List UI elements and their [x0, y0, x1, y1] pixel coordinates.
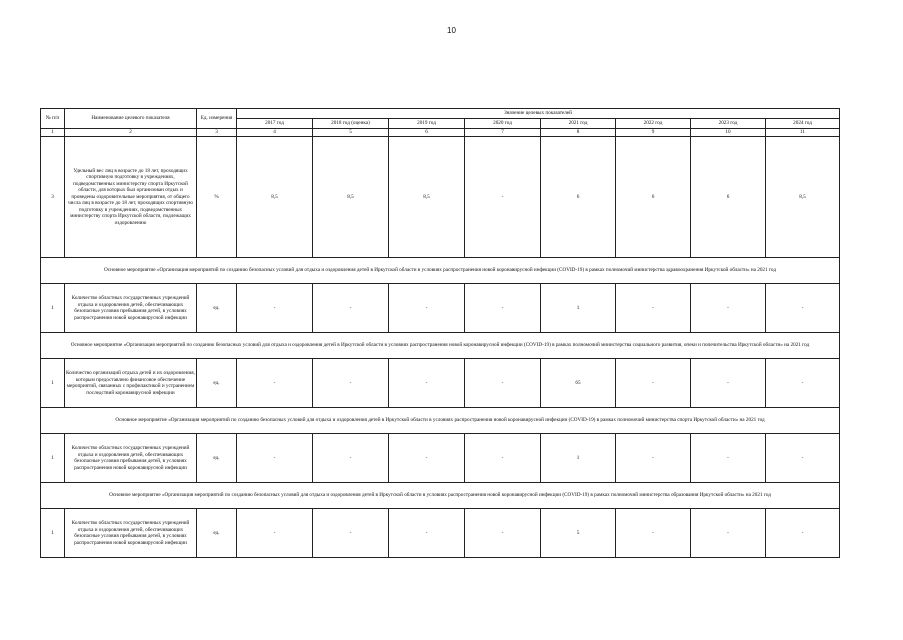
column-number: 8	[541, 129, 616, 137]
value-cell: -	[237, 509, 313, 558]
value-cell: -	[237, 434, 313, 483]
value-cell: 6	[691, 137, 766, 258]
header-year: 2019 год	[389, 119, 465, 129]
indicators-table	[40, 108, 840, 558]
value-cell: -	[389, 434, 465, 483]
row-number: 3	[41, 137, 65, 258]
value-cell: -	[691, 434, 766, 483]
column-number: 4	[237, 129, 313, 137]
value-cell: -	[313, 284, 389, 333]
header-year: 2017 год	[237, 119, 313, 129]
value-cell: -	[766, 359, 840, 408]
value-cell: -	[313, 434, 389, 483]
value-cell: -	[313, 509, 389, 558]
value-cell: -	[691, 359, 766, 408]
row-number: 1	[41, 434, 65, 483]
header-unit: Ед. измерения	[197, 109, 237, 129]
column-number: 10	[691, 129, 766, 137]
value-cell: -	[237, 359, 313, 408]
value-cell: 8,5	[313, 137, 389, 258]
unit-cell: ед.	[197, 509, 237, 558]
table-row	[41, 509, 840, 558]
value-cell: -	[465, 359, 541, 408]
indicator-name: Количество областных государственных учреждений отдыха и оздоровления детей, обеспечивающих безопасные условия пребывания детей, в условиях распространения новой коронавирусной инфекции	[65, 284, 197, 333]
value-cell: -	[313, 359, 389, 408]
value-cell: 1	[541, 434, 616, 483]
page-number: 10	[447, 26, 456, 35]
header-year: 2022 год	[616, 119, 691, 129]
value-cell: -	[616, 359, 691, 408]
unit-cell: ед.	[197, 284, 237, 333]
row-number: 1	[41, 284, 65, 333]
column-number: 5	[313, 129, 389, 137]
section-row	[41, 258, 840, 284]
value-cell: 8,5	[237, 137, 313, 258]
value-cell: -	[389, 284, 465, 333]
column-number: 2	[65, 129, 197, 137]
section-title: Основное мероприятие «Организация мероприятий по созданию безопасных условий для отдыха и оздоровления детей в Иркутской области в условиях распространения новой коронавирусной инфекции (COVID-19) в рамках полномочий министерства образования Иркутской области» на 2021 год	[41, 483, 840, 509]
indicator-name: Удельный вес лиц в возрасте до 18 лет, проходящих спортивную подготовку в учреждениях, подведомственных министерству спорта Иркутской области, для которых был организован отдых и проведены оздоровительные мероприятия, от общего числа лиц в возрасте до 18 лет, проходящих спортивную подготовку в учреждениях, подведомственных министерству спорта Иркутской области, подлежащих оздоровлению	[65, 137, 197, 258]
column-number: 3	[197, 129, 237, 137]
column-numbers-row	[41, 129, 840, 137]
value-cell: 6	[541, 137, 616, 258]
section-title: Основное мероприятие «Организация мероприятий по созданию безопасных условий для отдыха и оздоровления детей в Иркутской области в условиях распространения новой коронавирусной инфекции (COVID-19) в рамках полномочий министерства спорта Иркутской области» на 2021 год	[41, 408, 840, 434]
value-cell: -	[616, 434, 691, 483]
value-cell: 6	[616, 137, 691, 258]
value-cell: 8,5	[766, 137, 840, 258]
section-row	[41, 333, 840, 359]
row-number: 1	[41, 509, 65, 558]
header-num: № п/п	[41, 109, 65, 129]
value-cell: 8,5	[389, 137, 465, 258]
value-cell: -	[465, 434, 541, 483]
unit-cell: ед.	[197, 434, 237, 483]
header-name: Наименование целевого показателя	[65, 109, 197, 129]
value-cell: -	[616, 509, 691, 558]
value-cell: -	[691, 509, 766, 558]
indicator-name: Количество организаций отдыха детей и их оздоровления, которым предоставлено финансовое обеспечение мероприятий, связанных с профилактикой и устранением последствий коронавирусной инфекции	[65, 359, 197, 408]
value-cell: -	[389, 359, 465, 408]
header-values-group: Значение целевых показателей	[237, 109, 840, 119]
value-cell: -	[465, 509, 541, 558]
header-row-1	[41, 109, 840, 119]
unit-cell: ед.	[197, 359, 237, 408]
value-cell: -	[465, 284, 541, 333]
column-number: 6	[389, 129, 465, 137]
header-year: 2021 год	[541, 119, 616, 129]
indicator-name: Количество областных государственных учреждений отдыха и оздоровления детей, обеспечивающих безопасные условия пребывания детей, в условиях распространения новой коронавирусной инфекции	[65, 509, 197, 558]
table-row	[41, 137, 840, 258]
value-cell: 1	[541, 284, 616, 333]
indicator-name: Количество областных государственных учреждений отдыха и оздоровления детей, обеспечивающих безопасные условия пребывания детей, в условиях распространения новой коронавирусной инфекции	[65, 434, 197, 483]
header-year: 2018 год (оценка)	[313, 119, 389, 129]
value-cell: 5	[541, 509, 616, 558]
value-cell: 65	[541, 359, 616, 408]
header-year: 2023 год	[691, 119, 766, 129]
column-number: 7	[465, 129, 541, 137]
table-row	[41, 284, 840, 333]
section-title: Основное мероприятие «Организация мероприятий по созданию безопасных условий для отдыха и оздоровления детей в Иркутской области в условиях распространения новой коронавирусной инфекции (COVID-19) в рамках полномочий министерства здравоохранения Иркутской области» на 2021 год	[41, 258, 840, 284]
value-cell: -	[237, 284, 313, 333]
value-cell: -	[691, 284, 766, 333]
table-row	[41, 359, 840, 408]
value-cell: -	[616, 284, 691, 333]
section-title: Основное мероприятие «Организация мероприятий по созданию безопасных условий для отдыха и оздоровления детей в Иркутской области в условиях распространения новой коронавирусной инфекции (COVID-19) в рамках полномочий министерства социального развития, опеки и попечительства Иркутской области» на 2021 год	[41, 333, 840, 359]
value-cell: -	[389, 509, 465, 558]
row-number: 1	[41, 359, 65, 408]
column-number: 1	[41, 129, 65, 137]
value-cell: -	[766, 284, 840, 333]
value-cell: -	[465, 137, 541, 258]
header-year: 2020 год	[465, 119, 541, 129]
column-number: 9	[616, 129, 691, 137]
unit-cell: %	[197, 137, 237, 258]
value-cell: -	[766, 509, 840, 558]
column-number: 11	[766, 129, 840, 137]
section-row	[41, 483, 840, 509]
value-cell: -	[766, 434, 840, 483]
table-row	[41, 434, 840, 483]
section-row	[41, 408, 840, 434]
header-year: 2024 год	[766, 119, 840, 129]
